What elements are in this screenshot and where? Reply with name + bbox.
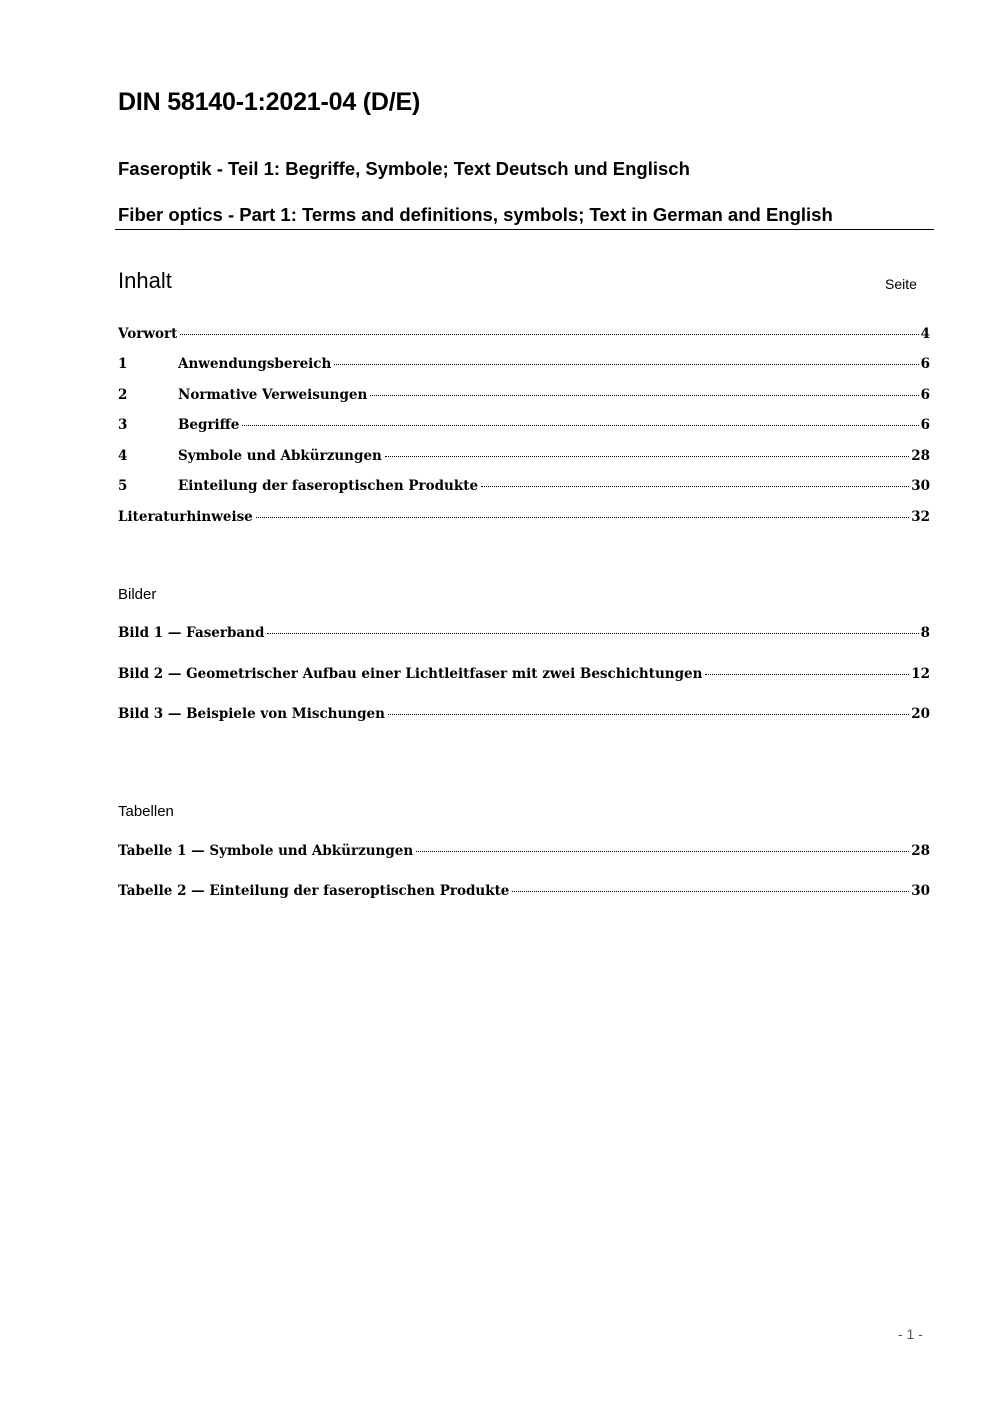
toc-leader <box>388 714 909 715</box>
figure-entry-title: Bild 3 — Beispiele von Mischungen <box>118 706 385 722</box>
toc-entry-number: 2 <box>118 387 128 403</box>
figure-entry-title: Bild 2 — Geometrischer Aufbau einer Lichtleitfaser mit zwei Beschichtungen <box>118 666 703 682</box>
table-entry-1[interactable] <box>118 843 930 863</box>
toc-entry-title: Symbole und Abkürzungen <box>178 448 382 464</box>
figure-entry-1[interactable] <box>118 625 930 645</box>
toc-entry-number: 4 <box>118 448 128 464</box>
toc-entry-page: 6 <box>920 387 930 403</box>
table-entry-title: Tabelle 1 — Symbole und Abkürzungen <box>118 843 414 859</box>
toc-leader <box>416 851 909 852</box>
toc-entry-terms[interactable] <box>118 417 930 437</box>
toc-entry-bibliography[interactable] <box>118 509 930 529</box>
toc-entry-number: 5 <box>118 478 128 494</box>
document-id: DIN 58140-1:2021-04 (D/E) <box>118 88 421 116</box>
table-entry-title: Tabelle 2 — Einteilung der faseroptischen Produkte <box>118 883 510 899</box>
figure-entry-title: Bild 1 — Faserband <box>118 625 265 641</box>
table-entry-page: 30 <box>911 883 930 899</box>
toc-leader <box>512 891 909 892</box>
toc-entry-title: Einteilung der faseroptischen Produkte <box>178 478 479 494</box>
toc-page-label: Seite <box>885 276 917 292</box>
figure-entry-2[interactable] <box>118 666 930 686</box>
toc-heading: Inhalt <box>118 268 172 293</box>
toc-entry-title: Vorwort <box>118 326 178 342</box>
toc-entry-page: 6 <box>920 356 930 372</box>
page-number: - 1 - <box>898 1326 923 1342</box>
toc-entry-symbols[interactable] <box>118 448 930 468</box>
figure-entry-page: 8 <box>920 625 930 641</box>
toc-entry-foreword[interactable] <box>118 326 930 346</box>
toc-entry-number: 3 <box>118 417 128 433</box>
title-german: Faseroptik - Teil 1: Begriffe, Symbole; Text Deutsch und Englisch <box>118 158 690 179</box>
toc-entry-title: Normative Verweisungen <box>178 387 368 403</box>
toc-entry-title: Literaturhinweise <box>118 509 253 525</box>
toc-entry-page: 28 <box>911 448 930 464</box>
toc-entry-page: 6 <box>920 417 930 433</box>
toc-entry-page: 4 <box>920 326 930 342</box>
figure-entry-page: 12 <box>911 666 930 682</box>
toc-entry-page: 30 <box>911 478 930 494</box>
figure-entry-page: 20 <box>911 706 930 722</box>
toc-entry-page: 32 <box>911 509 930 525</box>
toc-entry-classification[interactable] <box>118 478 930 498</box>
tables-heading: Tabellen <box>118 803 174 820</box>
table-entry-2[interactable] <box>118 883 930 903</box>
toc-entry-normative-references[interactable] <box>118 387 930 407</box>
title-english: Fiber optics - Part 1: Terms and definitions, symbols; Text in German and English <box>118 204 833 225</box>
toc-leader <box>705 674 909 675</box>
toc-entry-number: 1 <box>118 356 128 372</box>
toc-leader <box>180 334 918 335</box>
figures-heading: Bilder <box>118 586 157 603</box>
toc-entry-title: Begriffe <box>178 417 240 433</box>
title-rule <box>115 229 934 230</box>
toc-leader <box>370 395 918 396</box>
toc-entry-scope[interactable] <box>118 356 930 376</box>
toc-entry-title: Anwendungsbereich <box>178 356 332 372</box>
toc-leader <box>385 456 909 457</box>
toc-leader <box>334 364 918 365</box>
toc-leader <box>481 486 909 487</box>
toc-leader <box>267 633 918 634</box>
toc-leader <box>256 517 909 518</box>
table-entry-page: 28 <box>911 843 930 859</box>
figure-entry-3[interactable] <box>118 706 930 726</box>
toc-leader <box>242 425 918 426</box>
